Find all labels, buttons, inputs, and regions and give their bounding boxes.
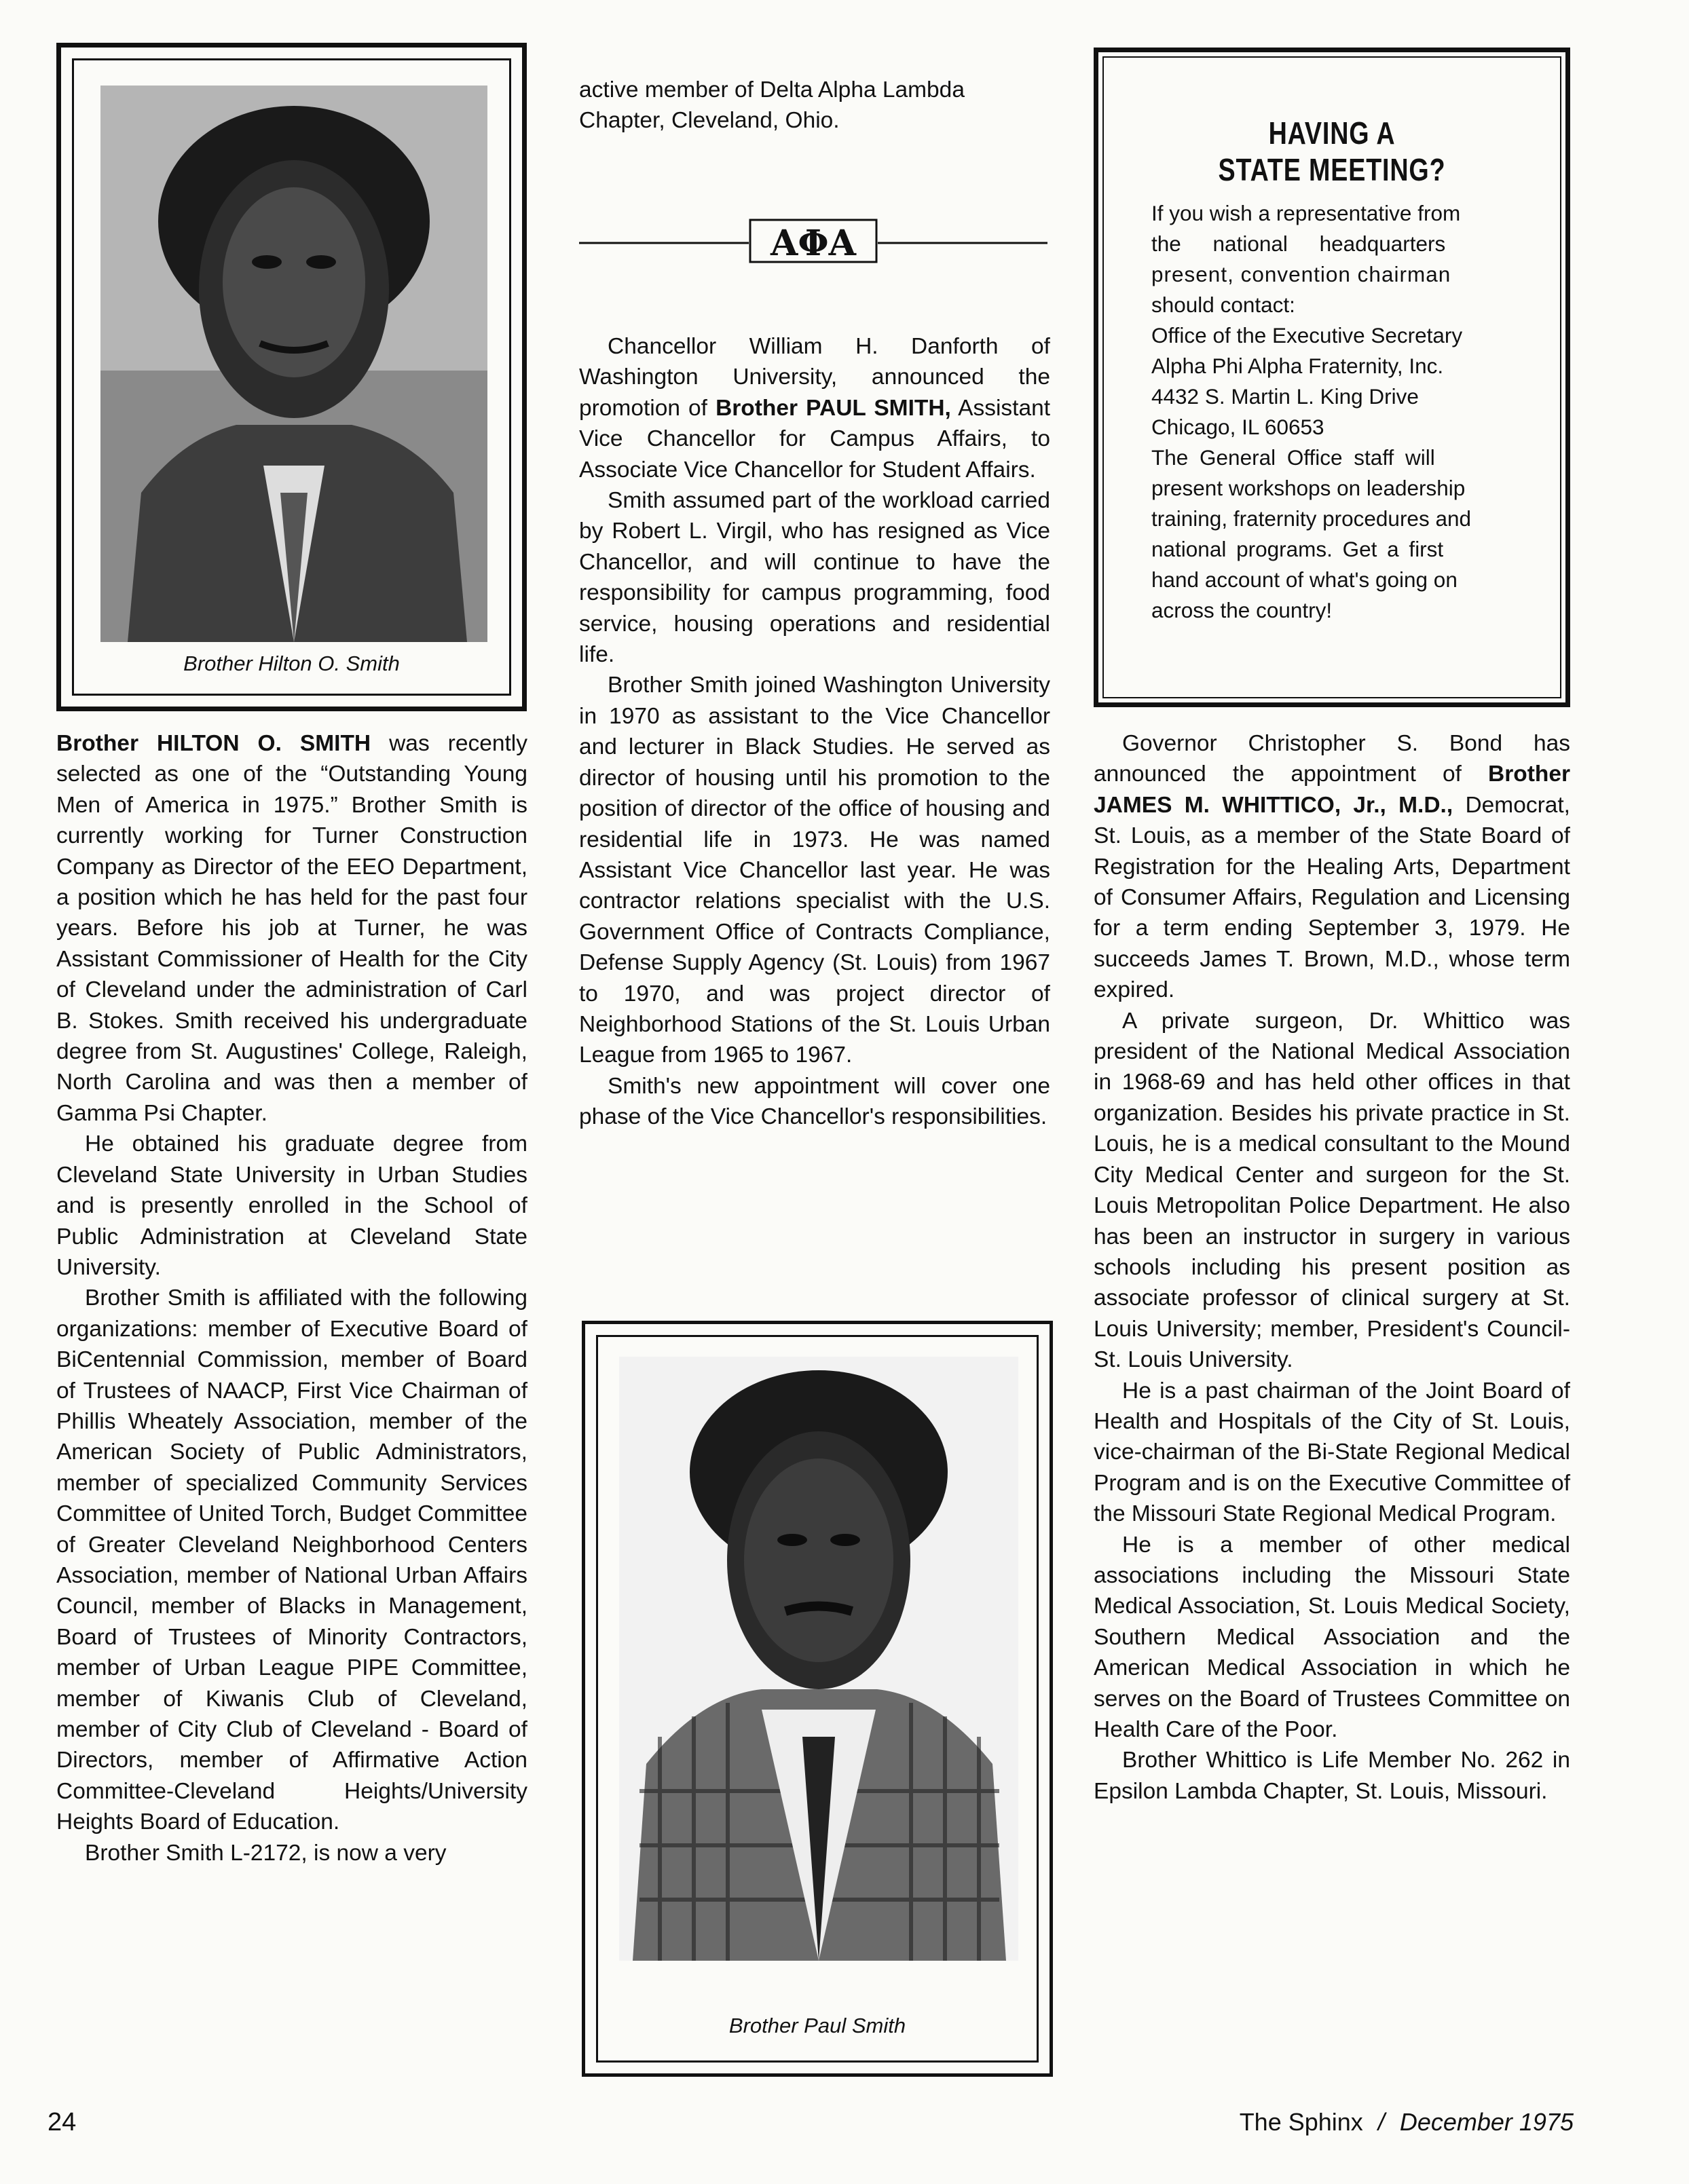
paragraph: He is a member of other medical associations including the Missouri State Medical Association, St. Louis Medical Society, Southern Medical Association and the American Medical Association in which he serves on the Board of Trustees Committee on Health Care of the Poor. [1094,1532,1570,1742]
paragraph-text: was recently selected as one of the “Outstanding Young Men of America in 1975.” Brother Smith is currently working for Turner Construction Company as Director of the EEO Department, a position which he has held for the past four years. Before his job at Turner, he was Assistant Commissioner of Health for the City of Cleveland under the administration of Carl B. Stokes. Smith received his undergraduate degree from St. Augustines' College, Raleigh, North Carolina and was then a member of Gamma Psi Chapter. [56,731,527,1126]
paragraph-text: Chancellor William H. Danforth of Washington University, announced the promotion of [579,334,1050,421]
photo-caption: Brother Hilton O. Smith [183,652,400,675]
box-title-line: STATE MEETING? [1218,152,1446,187]
state-meeting-box [1094,48,1570,707]
paragraph: Brother Smith L-2172, is now a very [85,1840,447,1866]
box-title [1140,115,1523,188]
box-line: present workshops on leadership [1151,476,1466,500]
fraternity-emblem-icon: ΑΦΑ [771,223,856,264]
photo-caption: Brother Paul Smith [728,2014,906,2037]
box-line: If you wish a representative from [1151,201,1461,225]
box-line: Office of the Executive Secretary [1151,323,1463,347]
column-1 [56,728,527,1868]
photo-paul-smith [619,1357,1018,1961]
box-title-line: HAVING A [1268,115,1396,151]
paragraph: A private surgeon, Dr. Whittico was president of the National Medical Association in 1968-69 and has held other offices in that organization. Besides his private practice in St. Louis, he is a medical consultant to the Mound City Medical Center and surgeon for the St. Louis Metropolitan Police Department. He also has been an instructor in surgery in various schools including his present position as associate professor of clinical surgery at St. Louis University; member, President's Council-St. Louis University. [1094,1008,1570,1373]
paragraph: Brother Smith is affiliated with the following organizations: member of Executive Board of BiCentennial Commission, member of Board of Trustees of NAACP, First Vice Chairman of Phillis Wheately Association, member of the American Society of Public Administrators, member of specialized Community Services Committee of United Torch, Budget Committee of Greater Cleveland Neighborhood Centers Association, member of National Urban Affairs Council, member of Blacks in Management, Board of Trustees of Minority Contractors, member of Urban League PIPE Committee, member of Kiwanis Club of Cleveland, member of City Club of Cleveland - Board of Directors, member of Affirmative Action Committee-Cleveland Heights/University Heights Board of Education. [56,1285,527,1835]
paragraph: He is a past chairman of the Joint Board of Health and Hospitals of the City of St. Louis, vice-chairman of the Bi-State Regional Medical Program and is on the Executive Committee of the Missouri State Regional Medical Program. [1094,1378,1570,1527]
footer-publication [1240,2108,1574,2136]
box-line: across the country! [1151,598,1333,622]
portrait-illustration [619,1357,1018,1961]
column-2-main [579,331,1050,1133]
box-line: Chicago, IL 60653 [1151,415,1324,439]
photo-hilton-smith-frame [56,43,527,711]
paragraph: He obtained his graduate degree from Cleveland State University in Urban Studies and is presently enrolled in the School of Public Administration at Cleveland State University. [56,1131,527,1280]
portrait-illustration [100,86,487,642]
box-line: Alpha Phi Alpha Fraternity, Inc. [1151,354,1444,378]
paragraph: Brother Whittico is Life Member No. 262 in Epsilon Lambda Chapter, St. Louis, Missouri. [1094,1748,1570,1804]
box-body [1151,198,1525,626]
paragraph-text: Assistant Vice Chancellor for Campus Affairs, to Associate Vice Chancellor for Student Affairs. [579,395,1051,483]
box-line: national programs. Get a first [1151,537,1444,561]
name-highlight: Brother PAUL SMITH, [716,395,951,421]
column-3 [1094,728,1570,1807]
column-2 [579,75,1050,136]
paragraph: Smith's new appointment will cover one phase of the Vice Chancellor's responsibilities. [579,1073,1050,1130]
paragraph: active member of Delta Alpha Lambda Chapter, Cleveland, Ohio. [579,77,965,134]
paragraph [1094,728,1570,1006]
divider-svg [579,202,1047,266]
fraternity-divider [579,202,1047,266]
box-line: hand account of what's going on [1151,567,1458,592]
paragraph: Brother Smith joined Washington University in 1970 as assistant to the Vice Chancellor and lecturer in Black Studies. He served as director of housing until his promotion to the position of director of the office of housing and residential life in 1973. He was named Assistant Vice Chancellor last year. He was contractor relations specialist with the U.S. Government Office of Contracts Compliance, Defense Supply Agency (St. Louis) from 1967 to 1970, and was project director of Neighborhood Stations of the St. Louis Urban League from 1965 to 1967. [579,673,1050,1068]
paragraph-text: Democrat, St. Louis, as a member of the State Board of Registration for the Healing Arts, Department of Consumer Affairs, Regulation and Licensing for a term ending September 3, 1979. He succeeds James T. Brown, M.D., whose term expired. [1094,792,1570,1003]
photo-hilton-smith [100,86,487,642]
name-highlight: Brother JAMES M. WHITTICO, Jr., M.D., [1094,761,1570,818]
photo-paul-smith-frame [582,1321,1053,2077]
footer-separator: / [1377,2108,1385,2136]
issue-date: December 1975 [1399,2108,1574,2136]
paragraph: Smith assumed part of the workload carried by Robert L. Virgil, who has resigned as Vice Chancellor, and will continue to have the responsibility for campus programming, food service, housing operations and residential life. [579,488,1050,668]
publication-name: The Sphinx [1239,2108,1363,2136]
paragraph [579,331,1050,485]
box-line: should contact: [1151,293,1295,317]
box-line: The General Office staff will [1151,445,1435,470]
box-line: training, fraternity procedures and [1151,506,1472,531]
box-line: the national headquarters [1151,231,1446,256]
box-line: present, convention chairman [1151,262,1451,286]
page-number: 24 [48,2108,77,2136]
name-highlight: Brother HILTON O. SMITH [56,731,371,756]
paragraph [56,728,527,1129]
paragraph-text: Governor Christopher S. Bond has announced the appointment of [1094,731,1570,787]
box-line: 4432 S. Martin L. King Drive [1151,384,1419,409]
